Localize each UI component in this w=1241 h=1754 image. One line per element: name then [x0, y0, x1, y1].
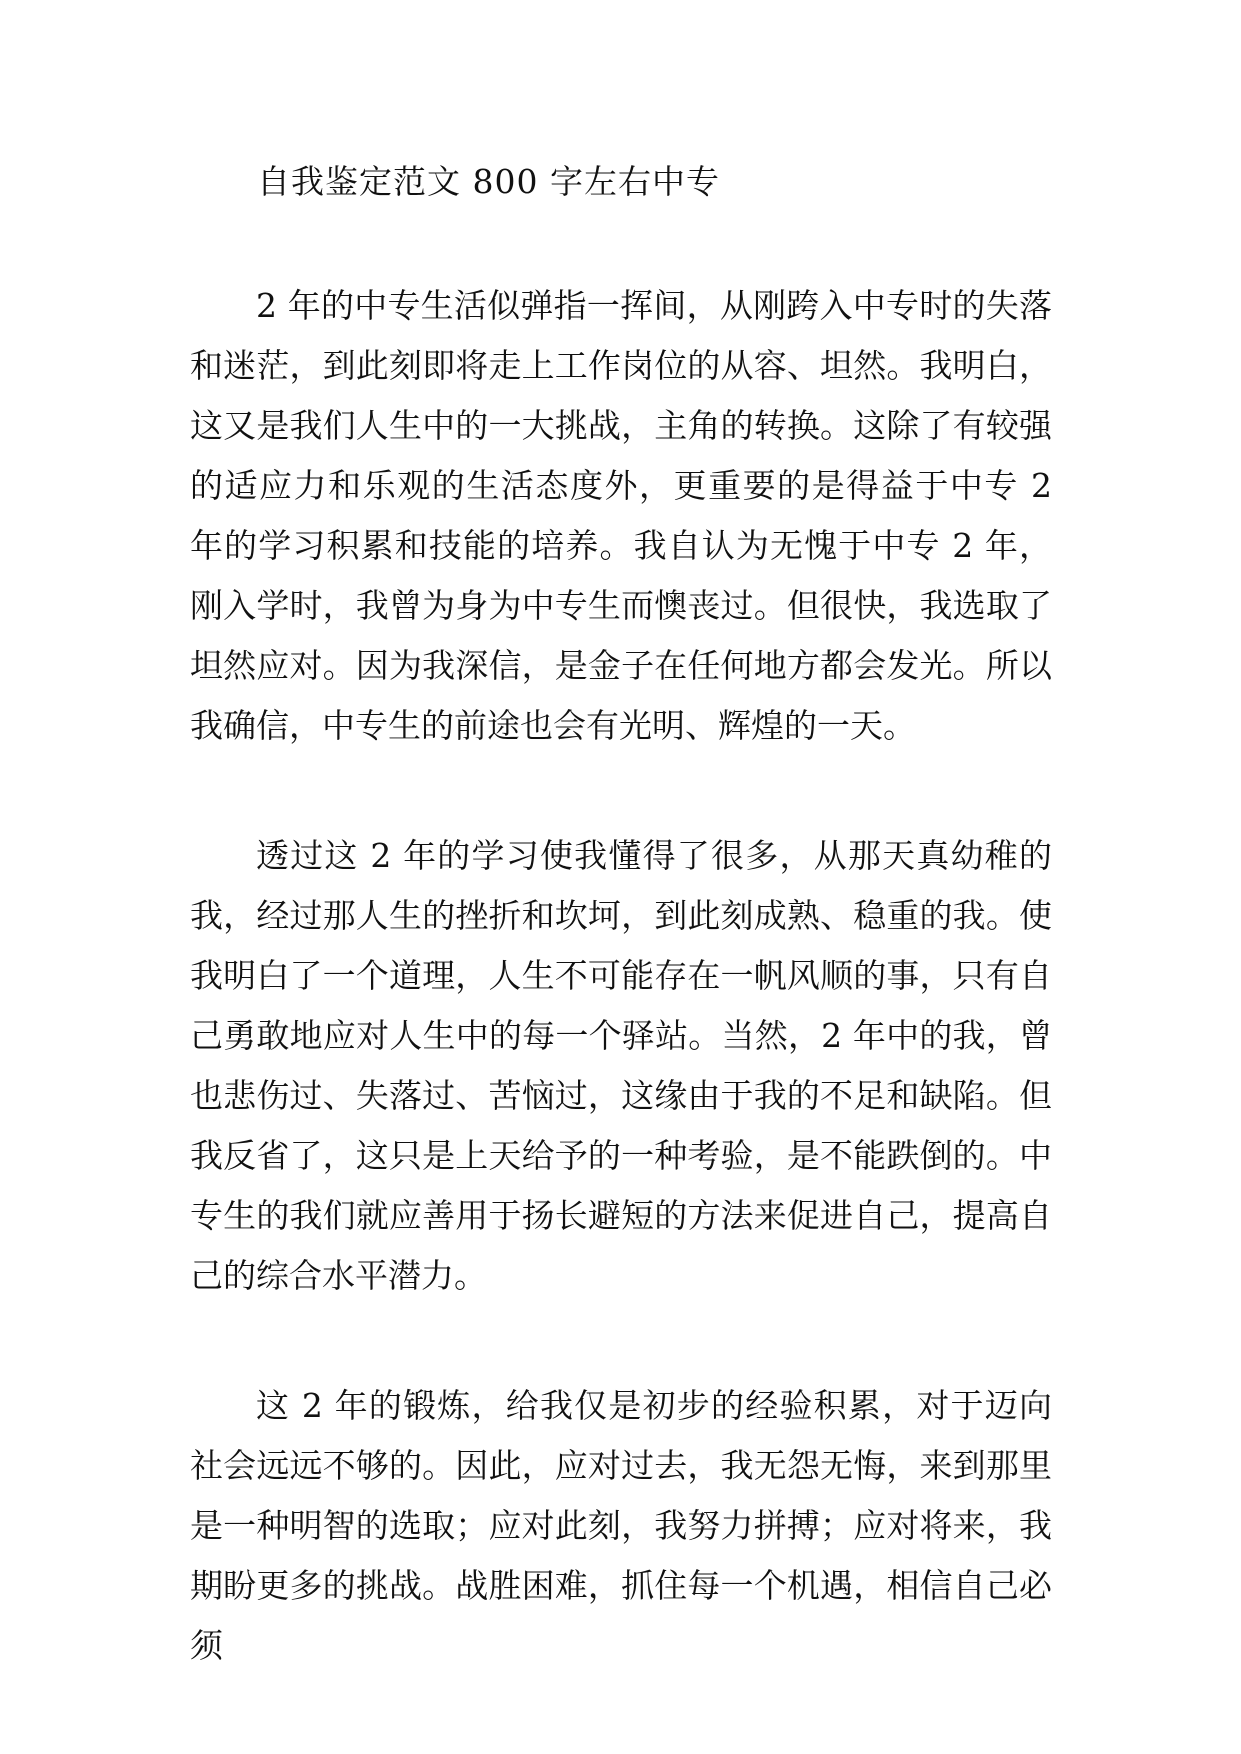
- paragraph-2: 透过这 2 年的学习使我懂得了很多，从那天真幼稚的我，经过那人生的挫折和坎坷，到此刻成熟、稳重的我。使我明白了一个道理，人生不可能存在一帆风顺的事，只有自己勇敢地应对人生中的每一个驿站。当然，2 年中的我，曾也悲伤过、失落过、苦恼过，这缘由于我的不足和缺陷。但我反省了，这只是上天给予的一种考验，是不能跌倒的。中专生的我们就应善用于扬长避短的方法来促进自己，提高自己的综合水平潜力。: [190, 836, 1052, 1295]
- document-title: 自我鉴定范文 800 字左右中专: [257, 162, 720, 201]
- paragraph-3: 这 2 年的锻炼，给我仅是初步的经验积累，对于迈向社会远远不够的。因此，应对过去，我无怨无悔，来到那里是一种明智的选取；应对此刻，我努力拼搏；应对将来，我期盼更多的挑战。战胜困难，抓住每一个机遇，相信自己必须: [190, 1386, 1052, 1665]
- document-body: [190, 276, 1052, 1676]
- paragraph-1: 2 年的中专生活似弹指一挥间，从刚跨入中专时的失落和迷茫，到此刻即将走上工作岗位的从容、坦然。我明白，这又是我们人生中的一大挑战，主角的转换。这除了有较强的适应力和乐观的生活态度外，更重要的是得益于中专 2 年的学习积累和技能的培养。我自认为无愧于中专 2 年，刚入学时，我曾为身为中专生而懊丧过。但很快，我选取了坦然应对。因为我深信，是金子在任何地方都会发光。所以我确信，中专生的前途也会有光明、辉煌的一天。: [190, 286, 1052, 745]
